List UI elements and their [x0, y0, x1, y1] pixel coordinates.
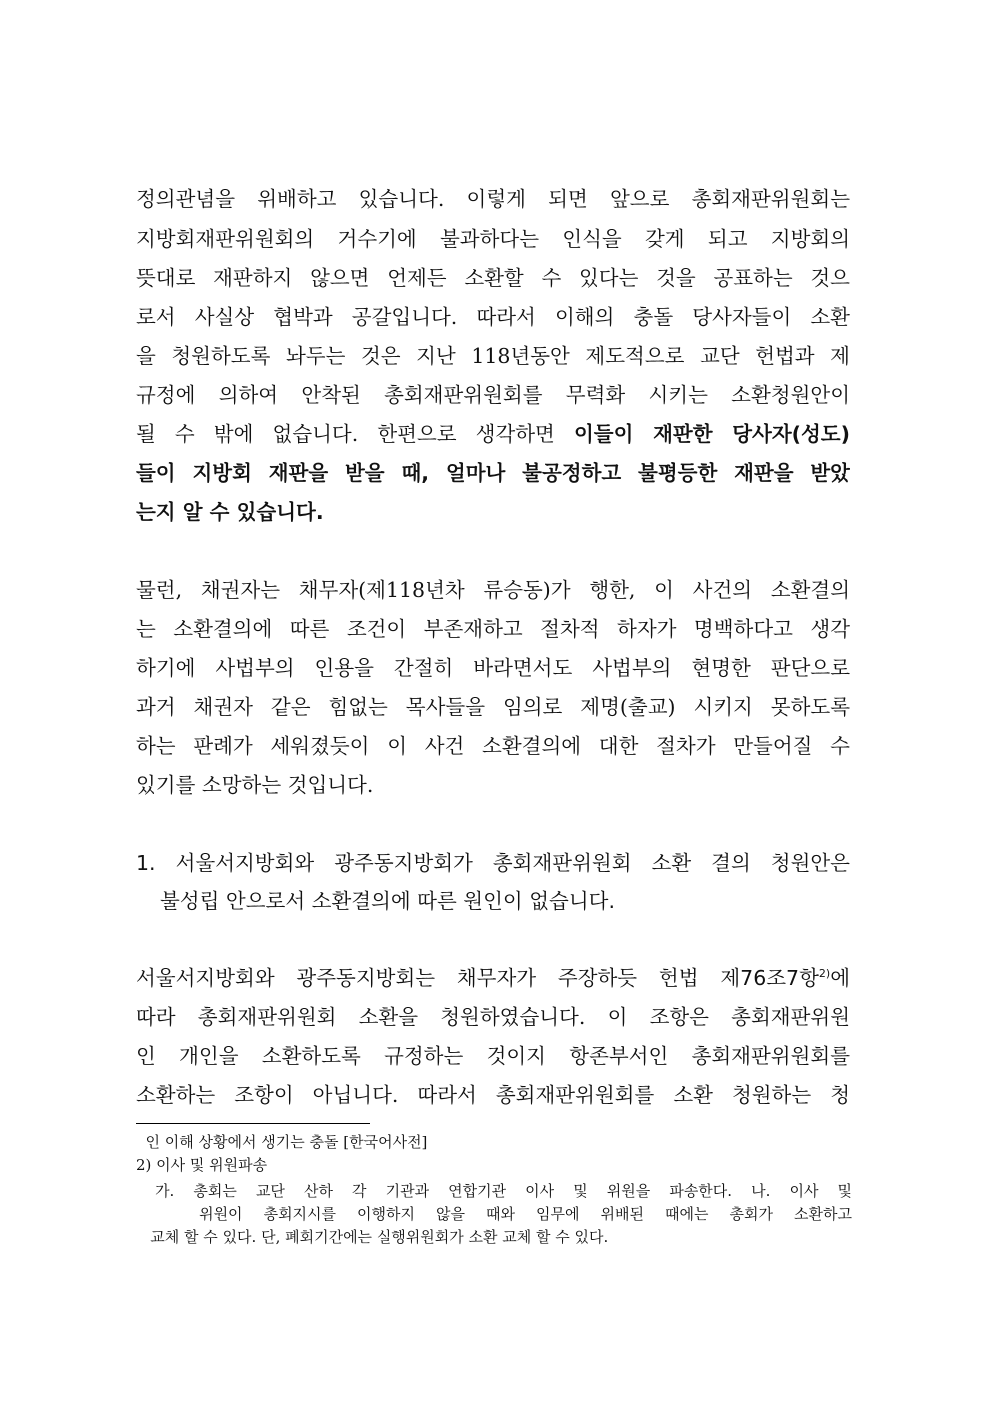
paragraph-2-line-5: 하는 판례가 세워졌듯이 이 사건 소환결의에 대한 절차가 만들어질 수 — [136, 734, 850, 758]
footnote-2-reference[interactable]: 2) — [818, 967, 831, 981]
section-heading-line-2: 불성립 안으로서 소환결의에 따른 원인이 없습니다. — [160, 889, 615, 913]
paragraph-1-line-1: 정의관념을 위배하고 있습니다. 이렇게 되면 앞으로 총회재판위원회는 — [136, 187, 850, 211]
paragraph-1-line-7-bold: 이들이 재판한 당사자(성도) — [573, 422, 850, 446]
paragraph-1-line-4: 로서 사실상 협박과 공갈입니다. 따라서 이해의 충돌 당사자들이 소환 — [136, 305, 850, 329]
paragraph-3-line-1-end: 에 — [830, 966, 850, 990]
paragraph-1-bold-line-1: 들이 지방회 재판을 받을 때, 얼마나 불공정하고 불평등한 재판을 받았 — [136, 461, 850, 485]
footnote-divider — [136, 1123, 370, 1124]
paragraph-3-line-4: 소환하는 조항이 아닙니다. 따라서 총회재판위원회를 소환 청원하는 청 — [136, 1083, 850, 1107]
paragraph-2-line-4: 과거 채권자 같은 힘없는 목사들을 임의로 제명(출교) 시키지 못하도록 — [136, 695, 850, 719]
paragraph-3-line-1 — [136, 963, 850, 993]
paragraph-2-line-6: 있기를 소망하는 것입니다. — [136, 773, 374, 797]
paragraph-2-line-2: 는 소환결의에 따른 조건이 부존재하고 절차적 하자가 명백하다고 생각 — [136, 617, 850, 641]
paragraph-1-line-2: 지방회재판위원회의 거수기에 불과하다는 인식을 갖게 되고 지방회의 — [136, 227, 850, 251]
paragraph-2-line-1: 물런, 채권자는 채무자(제118년차 류승동)가 행한, 이 사건의 소환결의 — [136, 578, 850, 602]
paragraph-3-line-1-text: 서울서지방회와 광주동지방회는 채무자가 주장하듯 헌법 제76조7항 — [136, 966, 819, 990]
paragraph-2-line-3: 하기에 사법부의 인용을 간절히 바라면서도 사법부의 현명한 판단으로 — [136, 656, 850, 680]
paragraph-1-line-7 — [136, 419, 850, 449]
paragraph-3-line-2: 따라 총회재판위원회 소환을 청원하였습니다. 이 조항은 총회재판위원 — [136, 1005, 850, 1029]
paragraph-3-line-3: 인 개인을 소환하도록 규정하는 것이지 항존부서인 총회재판위원회를 — [136, 1044, 850, 1068]
footnote-2-line-1: 가. 총회는 교단 산하 각 기관과 연합기관 이사 및 위원을 파송한다. 나. 이사 및 — [136, 1182, 852, 1200]
paragraph-1-line-5: 을 청원하도록 놔두는 것은 지난 118년동안 제도적으로 교단 헌법과 제 — [136, 344, 850, 368]
section-heading-line-1: 1. 서울서지방회와 광주동지방회가 총회재판위원회 소환 결의 청원안은 — [136, 851, 850, 875]
footnote-2-line-3: 교체 할 수 있다. 단, 폐회기간에는 실행위원회가 소환 교체 할 수 있다. — [136, 1228, 609, 1246]
footnote-2-title: 2) 이사 및 위원파송 — [136, 1156, 268, 1174]
footnote-1-continuation: 인 이해 상황에서 생기는 충돌 [한국어사전] — [136, 1133, 428, 1151]
paragraph-1-bold-line-2: 는지 알 수 있습니다. — [136, 500, 324, 524]
paragraph-1-line-7-normal: 될 수 밖에 없습니다. 한편으로 생각하면 — [136, 422, 574, 446]
paragraph-1-line-3: 뜻대로 재판하지 않으면 언제든 소환할 수 있다는 것을 공표하는 것으 — [136, 266, 850, 290]
paragraph-1-line-6: 규정에 의하여 안착된 총회재판위원회를 무력화 시키는 소환청원안이 — [136, 383, 850, 407]
footnote-2-line-2: 위원이 총회지시를 이행하지 않을 때와 임무에 위배된 때에는 총회가 소환하고 — [136, 1205, 852, 1223]
